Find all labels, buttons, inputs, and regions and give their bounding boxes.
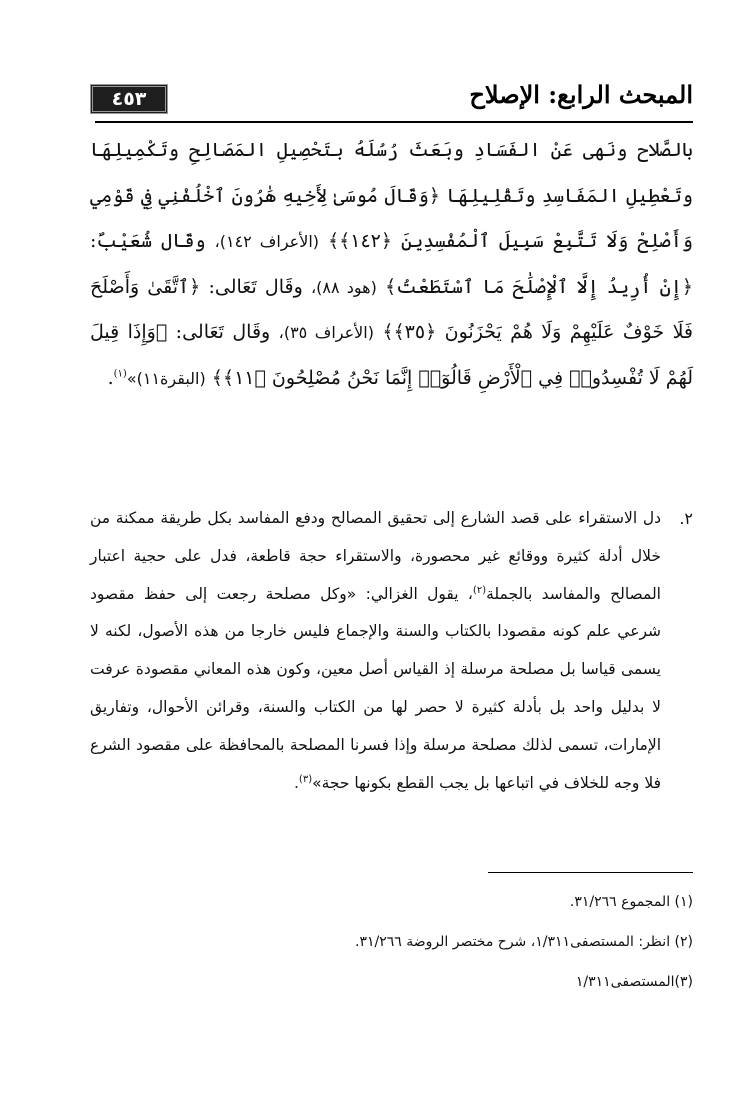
verse-paragraph	[90, 128, 693, 401]
footnote-marker: (١)	[113, 368, 127, 380]
footnote-divider	[488, 872, 693, 873]
connector-text: وقَال شُعَيْبٌ:	[90, 230, 206, 252]
point-text-part: ، يقول الغزالي: «وكل مصلحة رجعت إلى حفظ مقصود شرعي علم كونه مقصودا بالكتاب والسنة والإجماع فليس خارجا من هذه الأصول، لكنه لا يسمى قياسا بل مصلحة مرسلة إذ القياس أصل معين، وكون هذه المعاني مقصودة عرفت لا بدليل واحد بل بأدلة كثيرة لا حصر لها من الكتاب والسنة، وقرائن الأحوال، وتفاريق الإمارات، تسمى لذلك مصلحة مرسلة وإذا فسرنا المصلحة بالمحافظة على مقصود الشرع فلا وجه للخلاف في اتباعها بل يجب القطع بكونها حجة»	[90, 584, 661, 792]
footnote: (١) المجموع ٣١/٢٦٦.	[569, 894, 693, 910]
quran-verse: ﴿وَقَالَ مُوسَىٰ لِأَخِيهِ هَٰرُونَ ٱخْلُفْنِي فِي قَوْمِي وَأَصْلِحْ وَلَا تَتَّبِعْ سَبِيلَ ٱلْمُفْسِدِينَ ﴿١٤٢﴾﴾	[90, 184, 693, 252]
verse-reference: (هود ٨٨)،	[310, 277, 377, 297]
closing-punctuation: .	[107, 366, 114, 389]
chapter-title: المبحث الرابع: الإصلاح	[469, 80, 693, 109]
page-number: ٤٥٣	[90, 84, 168, 114]
footnotes	[90, 882, 693, 1002]
footnote: (٢) انظر: المستصفى١/٣١١، شرح مختصر الروضة ٣١/٢٦٦.	[355, 934, 693, 950]
point-text-part: دل الاستقراء على قصد الشارع إلى تحقيق المصالح ودفع المفاسد بكل طريقة ممكنة من خلال أدلة كثيرة ووقائع غير محصورة، والاستقراء حجة قاطعة، فدل على حجية اعتبار المصالح والمفاسد بالجملة	[90, 509, 661, 603]
opening-text: بالصَّلاح ونَهى عَنْ الفَسَادِ وبَعَثَ رُسُلَهُ بتَحْصِيلِ المَصَالِحِ وتَكْمِيلِهَا وتَعْطِيلِ المَفَاسِدِ وتَقْلِيلِهَا	[90, 139, 693, 207]
quran-verse: ﴿وَإِذَا قِيلَ لَهُمْ لَا تُفْسِدُوا۟ فِي ٱلْأَرْضِ قَالُوٓا۟ إِنَّمَا نَحْنُ مُصْلِحُونَ ﴿١١﴾﴾	[90, 321, 693, 389]
closing-punctuation: .	[293, 773, 299, 792]
verse-reference: (الأعراف ١٤٢)،	[214, 232, 320, 251]
point-number: ٢.	[679, 509, 693, 528]
connector-text: وقَال تَعَالى:	[175, 321, 271, 343]
verse-reference: (الأعراف ٣٥)،	[278, 323, 374, 342]
header-divider	[95, 121, 693, 123]
footnote-marker: (٢)	[472, 584, 487, 596]
footnote: (٣)المستصفى١/٣١١	[575, 974, 693, 990]
connector-text: وقَال تَعَالى:	[208, 275, 303, 298]
point-text	[90, 500, 661, 802]
page-header	[90, 78, 693, 118]
footnote-marker: (٣)	[298, 773, 313, 785]
quran-verse: ﴿إِنْ أُرِيدُ إِلَّا ٱلْإِصْلَٰحَ مَا ٱسْتَطَعْتُ﴾	[385, 275, 694, 298]
verse-reference: (البقرة١١)»	[126, 368, 206, 388]
quran-verse: ﴿ٱتَّقَىٰ وَأَصْلَحَ فَلَا خَوْفٌ عَلَيْهِمْ وَلَا هُمْ يَحْزَنُونَ ﴿٣٥﴾﴾	[90, 275, 694, 343]
numbered-point	[90, 500, 693, 802]
